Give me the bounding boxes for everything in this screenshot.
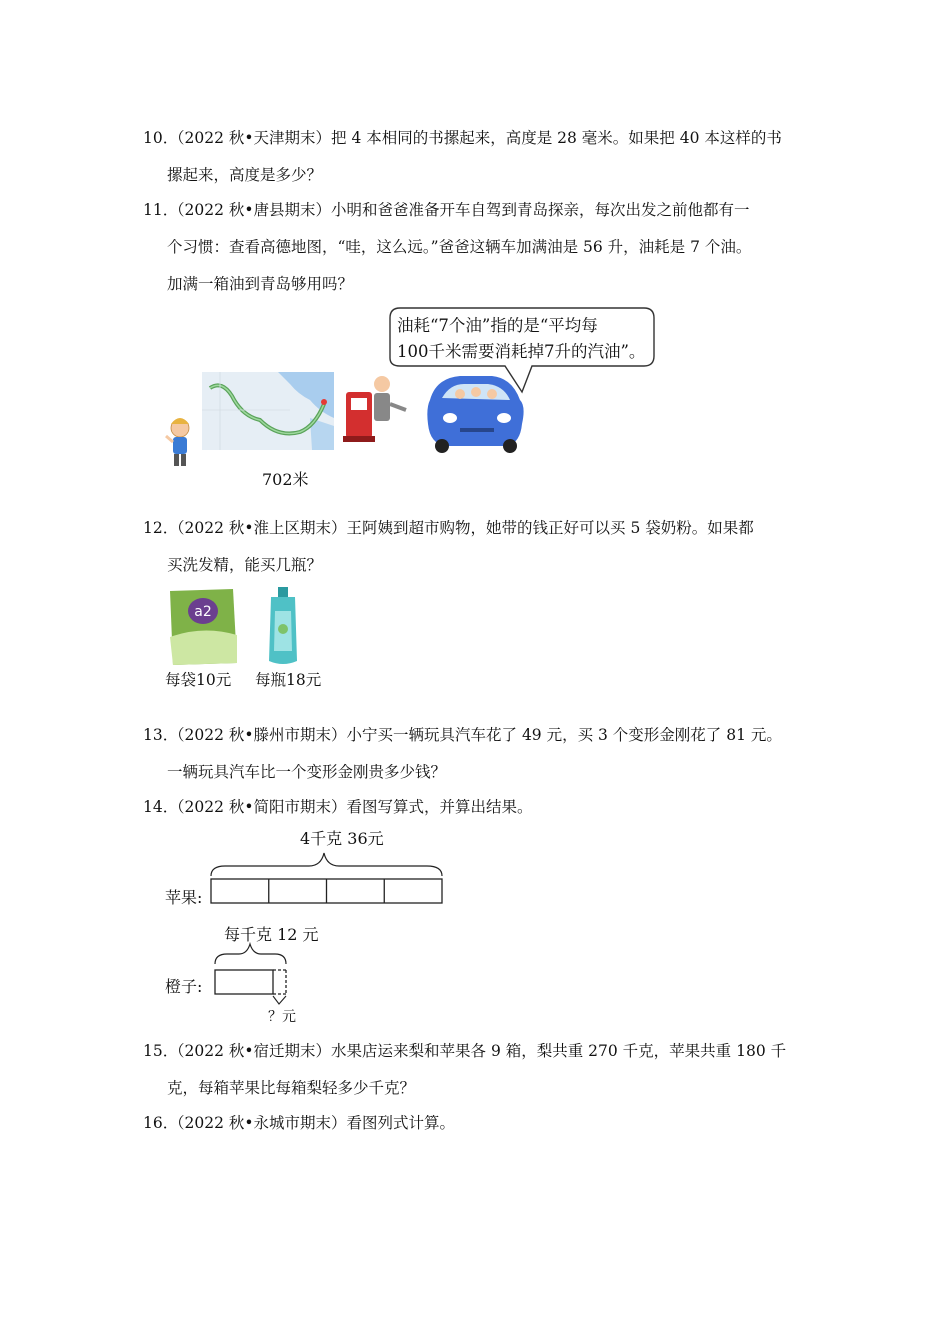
question-number: 12．	[143, 519, 179, 537]
apple-brace	[211, 853, 442, 876]
question-text: （2022 秋•宿迁期末）水果店运来梨和苹果各 9 箱，梨共重 270 千克，苹果共重 180 千	[169, 1042, 787, 1060]
question-text: （2022 秋•简阳市期末）看图写算式，并算出结果。	[169, 798, 533, 816]
question-11-line1	[143, 200, 750, 220]
milk-brand-logo: a2	[194, 604, 212, 620]
map-image	[202, 372, 334, 450]
question-10-line1	[143, 128, 782, 148]
question-13-line1	[143, 725, 782, 745]
speech-bubble-line2: 100千米需要消耗掉7升的汽油”。	[397, 342, 646, 361]
question-13-line2: 一辆玩具汽车比一个变形金刚贵多少钱？	[167, 763, 447, 781]
question-text: （2022 秋•唐县期末）小明和爸爸准备开车自驾到青岛探亲，每次出发之前他都有一	[169, 201, 750, 219]
question-10-line2: 摞起来，高度是多少？	[167, 166, 323, 184]
question-14-line1	[143, 797, 533, 817]
milk-price: 每袋10元	[165, 671, 232, 689]
line-segment-diagram	[205, 846, 450, 1008]
apple-bar	[211, 879, 442, 903]
apple-total-label: 4千克 36元	[300, 829, 384, 848]
question-number: 13．	[143, 726, 179, 744]
question-12-line2: 买洗发精，能买几瓶？	[167, 556, 323, 574]
orange-unit-price-label: 每千克 12 元	[224, 925, 319, 944]
question-text: （2022 秋•永城市期末）看图列式计算。	[169, 1114, 456, 1132]
question-text: （2022 秋•滕州市期末）小宁买一辆玩具汽车花了 49 元，买 3 个变形金刚花了 81 元。	[169, 726, 782, 744]
question-number: 15．	[143, 1042, 179, 1060]
speech-bubble-line1: 油耗“7个油”指的是“平均每	[397, 316, 598, 335]
milk-powder-bag-icon	[170, 589, 237, 665]
orange-bar	[215, 970, 286, 1004]
shampoo-bottle-icon	[269, 587, 297, 664]
apple-label: 苹果:	[165, 888, 203, 907]
distance-label: 702米	[262, 470, 309, 489]
question-15-line1	[143, 1041, 786, 1061]
orange-label: 橙子:	[165, 977, 203, 996]
question-12-line1	[143, 518, 754, 538]
products-illustration	[165, 585, 305, 669]
orange-unknown-label: ？元	[268, 1009, 296, 1025]
question-number: 10．	[143, 129, 179, 147]
question-15-line2: 克，每箱苹果比每箱梨轻多少千克？	[167, 1079, 416, 1097]
boy-icon	[166, 418, 189, 466]
question-11-line3: 加满一箱油到青岛够用吗？	[167, 275, 354, 293]
gas-pump-icon	[343, 376, 406, 442]
orange-brace	[215, 944, 286, 964]
question-16-line1	[143, 1113, 455, 1133]
question-number: 16．	[143, 1114, 179, 1132]
question-11-line2: 个习惯：查看高德地图，“哇，这么远。”爸爸这辆车加满油是 56 升，油耗是 7 个油。	[167, 238, 752, 256]
question-text: （2022 秋•天津期末）把 4 本相同的书摞起来，高度是 28 毫米。如果把 40 本这样的书	[169, 129, 782, 147]
car-icon	[427, 376, 523, 453]
question-number: 14．	[143, 798, 179, 816]
shampoo-price: 每瓶18元	[255, 671, 322, 689]
question-number: 11．	[143, 201, 179, 219]
question-text: （2022 秋•淮上区期末）王阿姨到超市购物，她带的钱正好可以买 5 袋奶粉。如果都	[169, 519, 754, 537]
